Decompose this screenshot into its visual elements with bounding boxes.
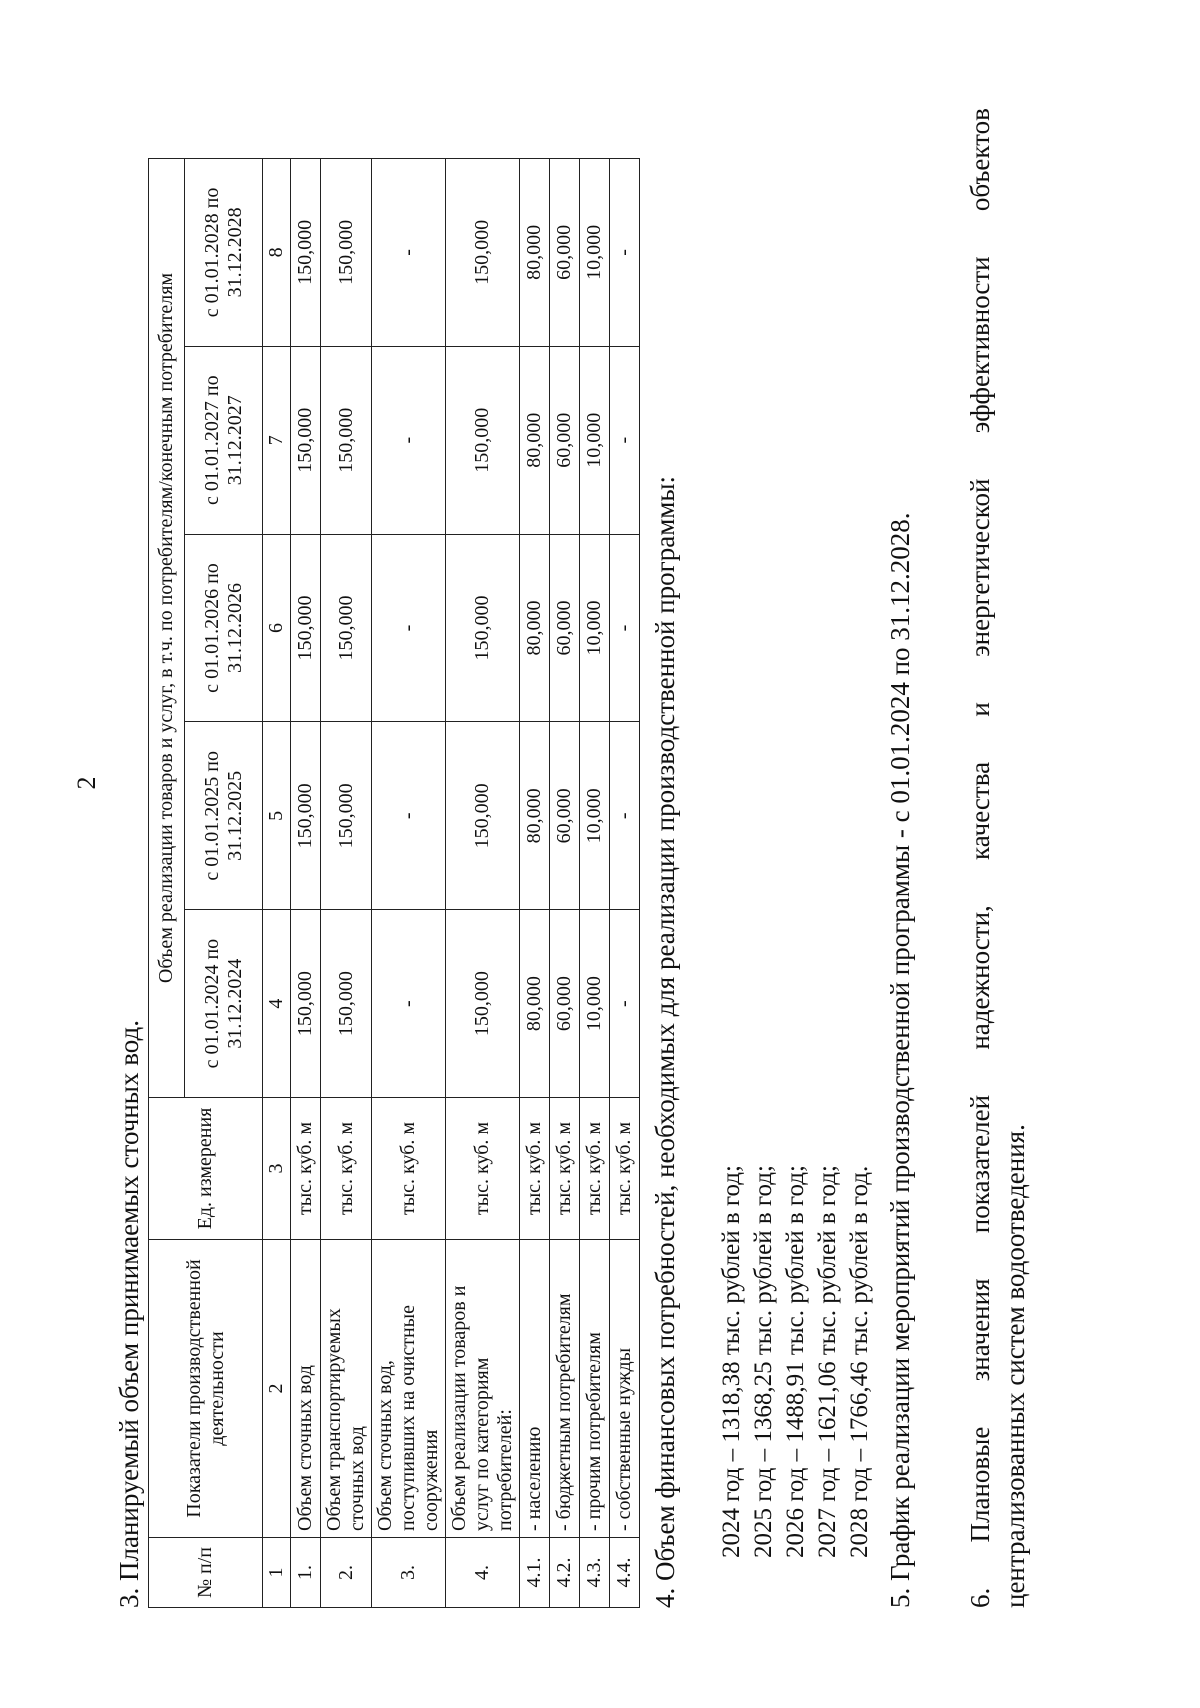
row-value: - — [372, 534, 446, 722]
row-value: 80,000 — [520, 534, 550, 722]
wastewater-volume-table — [148, 158, 640, 1608]
row-unit: тыс. куб. м — [291, 1098, 321, 1240]
row-value: 150,000 — [291, 722, 321, 910]
row-value: 10,000 — [580, 159, 610, 347]
section-6-line-2: централизованных систем водоотведения. — [1000, 1124, 1030, 1608]
row-indicator: - населению — [520, 1240, 550, 1538]
row-value: 60,000 — [550, 534, 580, 722]
column-number: 7 — [263, 346, 291, 534]
column-number: 4 — [263, 910, 291, 1098]
header-period: с 01.01.2026 по 31.12.2026 — [185, 534, 263, 722]
row-number: 4.2. — [550, 1538, 580, 1608]
header-period: с 01.01.2027 по 31.12.2027 — [185, 346, 263, 534]
row-value: 60,000 — [550, 346, 580, 534]
section-6-word: и — [965, 702, 995, 717]
column-number: 3 — [263, 1098, 291, 1240]
row-value: 10,000 — [580, 346, 610, 534]
row-unit: тыс. куб. м — [550, 1098, 580, 1240]
row-value: 150,000 — [291, 534, 321, 722]
row-indicator: Объем транспортируемых сточных вод — [321, 1240, 372, 1538]
row-unit: тыс. куб. м — [580, 1098, 610, 1240]
row-value: - — [372, 159, 446, 347]
row-value: 60,000 — [550, 159, 580, 347]
row-value: 60,000 — [550, 910, 580, 1098]
row-unit: тыс. куб. м — [372, 1098, 446, 1240]
table-row — [550, 159, 580, 1608]
row-value: - — [610, 722, 640, 910]
header-num: № п/п — [149, 1538, 263, 1608]
section-6-word: качества — [965, 761, 995, 860]
row-value: 150,000 — [321, 346, 372, 534]
row-value: 150,000 — [446, 910, 520, 1098]
row-indicator: Объем сточных вод — [291, 1240, 321, 1538]
section-6-word: энергетической — [965, 478, 995, 657]
section-6-word: показателей — [965, 1094, 995, 1234]
table-row — [291, 159, 321, 1608]
row-value: 60,000 — [550, 722, 580, 910]
row-value: 10,000 — [580, 722, 610, 910]
row-number: 4.1. — [520, 1538, 550, 1608]
table-body — [291, 159, 640, 1608]
header-period: с 01.01.2028 по 31.12.2028 — [185, 159, 263, 347]
row-value: - — [372, 346, 446, 534]
table-row — [446, 159, 520, 1608]
row-unit: тыс. куб. м — [610, 1098, 640, 1240]
row-number: 2. — [321, 1538, 372, 1608]
row-unit: тыс. куб. м — [321, 1098, 372, 1240]
row-value: 10,000 — [580, 910, 610, 1098]
row-number: 1. — [291, 1538, 321, 1608]
row-value: 80,000 — [520, 910, 550, 1098]
header-unit: Ед. измерения — [149, 1098, 263, 1240]
row-value: 150,000 — [291, 159, 321, 347]
row-value: 150,000 — [446, 159, 520, 347]
row-value: 150,000 — [321, 910, 372, 1098]
header-indicator: Показатели производственной деятельности — [149, 1240, 263, 1538]
row-value: 150,000 — [291, 910, 321, 1098]
row-value: - — [610, 159, 640, 347]
table-row — [610, 159, 640, 1608]
row-value: 150,000 — [446, 722, 520, 910]
row-value: - — [372, 722, 446, 910]
row-indicator: - бюджетным потребителям — [550, 1240, 580, 1538]
row-indicator: - прочим потребителям — [580, 1240, 610, 1538]
row-value: 150,000 — [291, 346, 321, 534]
row-value: - — [610, 346, 640, 534]
header-volume-group: Объем реализации товаров и услуг, в т.ч. по потребителям/конечным потребителям — [149, 159, 185, 1098]
row-indicator: Объем сточных вод, поступивших на очистные сооружения — [372, 1240, 446, 1538]
row-indicator: - собственные нужды — [610, 1240, 640, 1538]
column-number: 5 — [263, 722, 291, 910]
row-value: 80,000 — [520, 159, 550, 347]
table-row — [372, 159, 446, 1608]
section-6-word: объектов — [965, 108, 995, 212]
row-unit: тыс. куб. м — [520, 1098, 550, 1240]
row-value: 80,000 — [520, 346, 550, 534]
row-unit: тыс. куб. м — [446, 1098, 520, 1240]
table-row — [580, 159, 610, 1608]
header-period: с 01.01.2024 по 31.12.2024 — [185, 910, 263, 1098]
table-row — [321, 159, 372, 1608]
row-number: 4. — [446, 1538, 520, 1608]
section-5-text: 5. График реализации мероприятий производственной программы - с 01.01.2024 по 31.12.2028. — [885, 512, 915, 1608]
page-number: 2 — [72, 776, 101, 790]
row-number: 4.4. — [610, 1538, 640, 1608]
section-6-word: эффективности — [965, 256, 995, 434]
row-value: 150,000 — [446, 346, 520, 534]
row-value: - — [372, 910, 446, 1098]
financial-line: 2025 год – 1368,25 тыс. рублей в год; — [750, 1165, 777, 1558]
column-number: 8 — [263, 159, 291, 347]
section-6-word: надежности, — [965, 905, 995, 1050]
financial-line: 2028 год – 1766,46 тыс. рублей в год. — [846, 1165, 873, 1558]
row-number: 3. — [372, 1538, 446, 1608]
column-number: 2 — [263, 1240, 291, 1538]
row-value: 150,000 — [321, 159, 372, 347]
table-row — [520, 159, 550, 1608]
row-value: 80,000 — [520, 722, 550, 910]
column-number: 6 — [263, 534, 291, 722]
row-value: - — [610, 534, 640, 722]
row-number: 4.3. — [580, 1538, 610, 1608]
column-number: 1 — [263, 1538, 291, 1608]
row-indicator: Объем реализации товаров и услуг по категориям потребителей: — [446, 1240, 520, 1538]
section-3-title: 3. Планируемый объем принимаемых сточных вод. — [114, 1020, 144, 1608]
row-value: 150,000 — [321, 722, 372, 910]
section-6-word: значения — [965, 1278, 995, 1382]
row-value: - — [610, 910, 640, 1098]
row-value: 150,000 — [321, 534, 372, 722]
section-4-title: 4. Объем финансовых потребностей, необходимых для реализации производственной программы: — [650, 475, 680, 1608]
section-6-word: Плановые — [965, 1426, 995, 1543]
financial-needs-list — [716, 1165, 876, 1558]
financial-line: 2027 год – 1621,06 тыс. рублей в год; — [814, 1165, 841, 1558]
section-6-line-1 — [965, 108, 996, 1608]
row-value: 150,000 — [446, 534, 520, 722]
section-6-word: 6. — [965, 1587, 995, 1608]
financial-line: 2026 год – 1488,91 тыс. рублей в год; — [782, 1165, 809, 1558]
financial-line: 2024 год – 1318,38 тыс. рублей в год; — [718, 1165, 745, 1558]
header-period: с 01.01.2025 по 31.12.2025 — [185, 722, 263, 910]
row-value: 10,000 — [580, 534, 610, 722]
